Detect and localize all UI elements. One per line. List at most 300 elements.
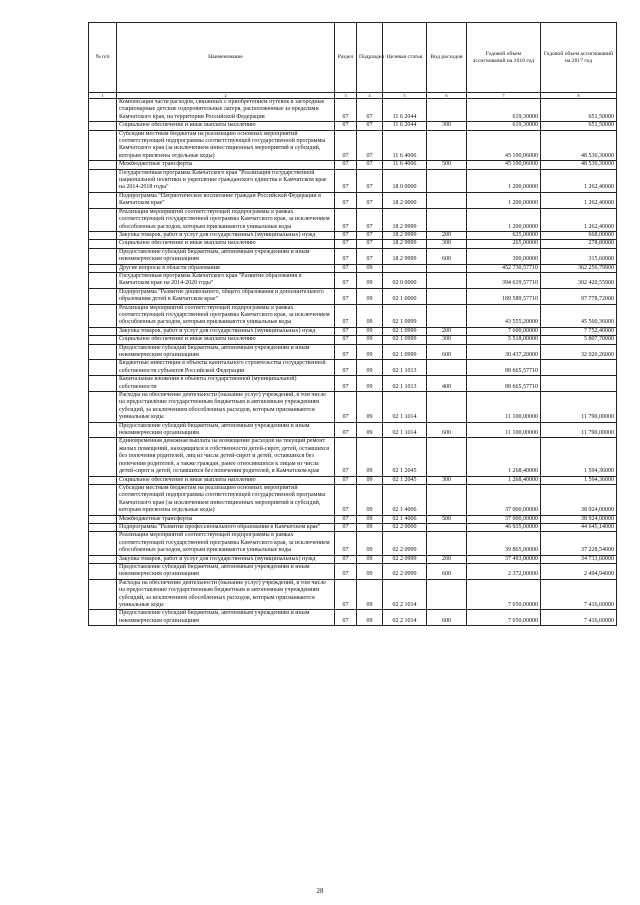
- amount-2017: 1 262,40000: [541, 192, 617, 208]
- amount-2017: 7 752,40000: [541, 327, 617, 335]
- row-number: [89, 122, 117, 130]
- expense-name: Подпрограмма "Патриотическое воспитание граждан Российской Федерации в Камчатском крае": [117, 192, 335, 208]
- row-number: [89, 438, 117, 476]
- amount-2016: 45 190,06000: [467, 161, 541, 169]
- amount-2016: 11 100,00000: [467, 392, 541, 423]
- target-article-code: 02 1 0999: [383, 304, 427, 327]
- expense-type-code: [427, 360, 467, 376]
- subsection-code: 09: [357, 264, 383, 272]
- section-code: 07: [335, 376, 357, 392]
- table-row: [89, 208, 617, 231]
- header-expense-type: Вид расходов: [427, 23, 467, 93]
- amount-2017: [541, 360, 617, 376]
- row-number: [89, 476, 117, 484]
- section-code: 07: [335, 169, 357, 192]
- table-row: [89, 122, 617, 130]
- amount-2016: 37 000,00000: [467, 515, 541, 523]
- row-number: [89, 304, 117, 327]
- target-article-code: 02 1 1013: [383, 360, 427, 376]
- amount-2016: 635,00000: [467, 231, 541, 239]
- subsection-code: 09: [357, 555, 383, 563]
- amount-2017: 97 778,72000: [541, 288, 617, 304]
- section-code: 07: [335, 422, 357, 438]
- table-row: [89, 515, 617, 523]
- section-code: 07: [335, 610, 357, 626]
- subsection-code: 09: [357, 336, 383, 344]
- target-article-code: 02 1 0999: [383, 336, 427, 344]
- subsection-code: 09: [357, 422, 383, 438]
- header-target-article: Целевая статья: [383, 23, 427, 93]
- page-number: 28: [316, 887, 324, 895]
- table-row: [89, 264, 617, 272]
- expense-type-code: 300: [427, 336, 467, 344]
- expense-type-code: [427, 264, 467, 272]
- expense-name: Закупка товаров, работ и услуг для государственных (муниципальных) нужд: [117, 327, 335, 335]
- target-article-code: 11 6 2044: [383, 99, 427, 122]
- amount-2017: 7 416,60000: [541, 610, 617, 626]
- expense-name: Субсидии местным бюджетам на реализацию основных мероприятий соответствующей подпрограммы соответствующей государственной программы Камчатского края (за исключением инвестиционных мероприятий и субсидий, которым присвоены отдельные коды): [117, 130, 335, 161]
- expense-type-code: [427, 130, 467, 161]
- amount-2017: 38 924,00000: [541, 484, 617, 515]
- subsection-code: 07: [357, 99, 383, 122]
- table-row: [89, 523, 617, 531]
- table-body: [89, 99, 617, 626]
- amount-2017: 32 020,26000: [541, 344, 617, 360]
- subsection-code: 09: [357, 563, 383, 579]
- row-number: [89, 240, 117, 248]
- section-code: 07: [335, 304, 357, 327]
- table-header-row: [89, 23, 617, 93]
- section-code: 07: [335, 532, 357, 555]
- expense-name: Предоставление субсидий бюджетным, автономным учреждениям и иным некоммерческим организациям: [117, 563, 335, 579]
- amount-2017: 362 256,79900: [541, 264, 617, 272]
- budget-table: [88, 22, 617, 626]
- subsection-code: 09: [357, 327, 383, 335]
- section-code: 07: [335, 122, 357, 130]
- target-article-code: 18 2 9999: [383, 248, 427, 264]
- amount-2017: 1 594,36000: [541, 476, 617, 484]
- amount-2017: 38 924,00000: [541, 515, 617, 523]
- amount-2017: 44 645,14000: [541, 523, 617, 531]
- amount-2016: 46 935,00000: [467, 523, 541, 531]
- subsection-code: 09: [357, 360, 383, 376]
- target-article-code: [383, 264, 427, 272]
- expense-name: Межбюджетные трансферты: [117, 161, 335, 169]
- expense-type-code: 200: [427, 555, 467, 563]
- section-code: 07: [335, 231, 357, 239]
- expense-type-code: [427, 392, 467, 423]
- table-row: [89, 240, 617, 248]
- amount-2017: 5 807,70000: [541, 336, 617, 344]
- row-number: [89, 484, 117, 515]
- subsection-code: 07: [357, 192, 383, 208]
- expense-name: Закупка товаров, работ и услуг для государственных (муниципальных) нужд: [117, 231, 335, 239]
- amount-2016: 7 600,00000: [467, 327, 541, 335]
- target-article-code: 02 2 1014: [383, 579, 427, 610]
- target-article-code: 11 6 4006: [383, 161, 427, 169]
- expense-name: Социальное обеспечение и иные выплаты населению: [117, 336, 335, 344]
- expense-name: Другие вопросы в области образования: [117, 264, 335, 272]
- expense-type-code: [427, 523, 467, 531]
- subsection-code: 09: [357, 532, 383, 555]
- column-number: 7: [467, 93, 541, 99]
- amount-2017: 651,50000: [541, 99, 617, 122]
- table-row: [89, 555, 617, 563]
- amount-2017: 315,60000: [541, 248, 617, 264]
- row-number: [89, 515, 117, 523]
- section-code: 07: [335, 579, 357, 610]
- table-row: [89, 579, 617, 610]
- row-number: [89, 327, 117, 335]
- expense-name: Единовременная денежная выплата на возмещение расходов на текущий ремонт жилых помещений, находящихся в собственности детей-сирот, детей, оставшихся без попечения родителей, лиц из числа детей-сирот и детей, оставшихся без попечения родителей, а также граждан, ранее относившихся к лицам из числа детей-сирот и детей, оставшихся без попечения родителей, в Камчатском крае: [117, 438, 335, 476]
- row-number: [89, 610, 117, 626]
- subsection-code: 07: [357, 169, 383, 192]
- row-number: [89, 161, 117, 169]
- expense-name: Бюджетные инвестиции в объекты капитального строительства государственной собственности субъектов Российской Федерации: [117, 360, 335, 376]
- row-number: [89, 208, 117, 231]
- amount-2016: 2 372,00000: [467, 563, 541, 579]
- section-code: 07: [335, 484, 357, 515]
- row-number: [89, 532, 117, 555]
- section-code: 07: [335, 523, 357, 531]
- subsection-code: 09: [357, 484, 383, 515]
- row-number: [89, 169, 117, 192]
- target-article-code: 02 1 4006: [383, 515, 427, 523]
- target-article-code: 02 2 0999: [383, 532, 427, 555]
- header-amount-2016: Годовой объем ассигнований на 2016 год: [467, 23, 541, 93]
- amount-2017: 48 536,30000: [541, 130, 617, 161]
- target-article-code: 02 1 1013: [383, 376, 427, 392]
- subsection-code: 09: [357, 579, 383, 610]
- budget-table-sheet: [88, 22, 616, 626]
- subsection-code: 07: [357, 130, 383, 161]
- expense-type-code: 600: [427, 248, 467, 264]
- header-amount-2017: Годовой объем ассигнований на 2017 год: [541, 23, 617, 93]
- expense-type-code: 300: [427, 240, 467, 248]
- section-code: 07: [335, 327, 357, 335]
- row-number: [89, 192, 117, 208]
- amount-2017: 37 228,54000: [541, 532, 617, 555]
- expense-type-code: [427, 208, 467, 231]
- expense-name: Компенсация части расходов, связанных с приобретением путевок в загородные стационарные детские оздоровительные лагеря, расположенные за пределами Камчатского края, на территории Российской Федерации: [117, 99, 335, 122]
- expense-name: Подпрограмма "Развитие профессионального образования в Камчатском крае": [117, 523, 335, 531]
- section-code: 07: [335, 161, 357, 169]
- expense-type-code: [427, 304, 467, 327]
- target-article-code: 02 1 0999: [383, 327, 427, 335]
- table-row: [89, 231, 617, 239]
- table-row: [89, 422, 617, 438]
- table-row: [89, 169, 617, 192]
- expense-type-code: [427, 579, 467, 610]
- expense-name: Социальное обеспечение и иные выплаты населению: [117, 240, 335, 248]
- amount-2016: 452 730,57710: [467, 264, 541, 272]
- section-code: 07: [335, 288, 357, 304]
- row-number: [89, 376, 117, 392]
- subsection-code: 09: [357, 344, 383, 360]
- amount-2016: 7 050,00000: [467, 610, 541, 626]
- expense-name: Предоставление субсидий бюджетным, автономным учреждениям и иным некоммерческим организациям: [117, 422, 335, 438]
- row-number: [89, 344, 117, 360]
- table-row: [89, 484, 617, 515]
- expense-type-code: 600: [427, 422, 467, 438]
- expense-name: Государственная программа Камчатского края "Развитие образования в Камчатском крае на 2014-2020 годы": [117, 272, 335, 288]
- amount-2016: 1 268,40000: [467, 438, 541, 476]
- row-number: [89, 579, 117, 610]
- table-row: [89, 476, 617, 484]
- section-code: 07: [335, 392, 357, 423]
- table-row: [89, 130, 617, 161]
- amount-2017: 651,50000: [541, 122, 617, 130]
- expense-type-code: 400: [427, 376, 467, 392]
- table-row: [89, 192, 617, 208]
- table-row: [89, 336, 617, 344]
- row-number: [89, 272, 117, 288]
- target-article-code: 02 2 0999: [383, 563, 427, 579]
- amount-2017: 11 790,00000: [541, 422, 617, 438]
- subsection-code: 07: [357, 231, 383, 239]
- amount-2016: 1 268,40000: [467, 476, 541, 484]
- row-number: [89, 422, 117, 438]
- subsection-code: 09: [357, 288, 383, 304]
- section-code: 07: [335, 344, 357, 360]
- amount-2017: 48 536,30000: [541, 161, 617, 169]
- table-row: [89, 99, 617, 122]
- amount-2017: [541, 376, 617, 392]
- header-subsection: Подраздел: [357, 23, 383, 93]
- table-row: [89, 376, 617, 392]
- section-code: 07: [335, 272, 357, 288]
- section-code: 07: [335, 555, 357, 563]
- expense-type-code: [427, 484, 467, 515]
- section-code: 07: [335, 264, 357, 272]
- section-code: 07: [335, 99, 357, 122]
- subsection-code: 09: [357, 438, 383, 476]
- subsection-code: 09: [357, 476, 383, 484]
- column-number: 8: [541, 93, 617, 99]
- expense-name: Предоставление субсидий бюджетным, автономным учреждениям и иным некоммерческим организациям: [117, 344, 335, 360]
- expense-type-code: [427, 438, 467, 476]
- section-code: 07: [335, 248, 357, 264]
- target-article-code: 02 1 0000: [383, 288, 427, 304]
- expense-type-code: 500: [427, 161, 467, 169]
- amount-2016: 30 437,20000: [467, 344, 541, 360]
- expense-name: Реализация мероприятий соответствующей подпрограммы в рамках соответствующей государственной программы Камчатского края, за исключением обособленных расходов, которым присваиваются уникальные коды: [117, 532, 335, 555]
- target-article-code: 02 1 4006: [383, 484, 427, 515]
- column-number: 3: [335, 93, 357, 99]
- expense-type-code: 600: [427, 563, 467, 579]
- subsection-code: 07: [357, 161, 383, 169]
- section-code: 07: [335, 192, 357, 208]
- target-article-code: 18 2 9999: [383, 208, 427, 231]
- amount-2016: 98 665,57710: [467, 376, 541, 392]
- amount-2016: 619,30000: [467, 99, 541, 122]
- subsection-code: 07: [357, 240, 383, 248]
- header-section: Раздел: [335, 23, 357, 93]
- expense-type-code: 300: [427, 122, 467, 130]
- target-article-code: 02 2 0000: [383, 523, 427, 531]
- amount-2017: 45 560,36000: [541, 304, 617, 327]
- row-number: [89, 336, 117, 344]
- amount-2017: 1 594,36000: [541, 438, 617, 476]
- table-row: [89, 304, 617, 327]
- amount-2017: 668,00000: [541, 231, 617, 239]
- target-article-code: 02 1 1014: [383, 422, 427, 438]
- table-row: [89, 288, 617, 304]
- expense-name: Реализация мероприятий соответствующей подпрограммы в рамках соответствующей государственной программы Камчатского края, за исключением обособленных расходов, которым присваиваются уникальные коды: [117, 208, 335, 231]
- table-row: [89, 532, 617, 555]
- target-article-code: 02 2 1014: [383, 610, 427, 626]
- expense-name: Субсидии местным бюджетам на реализацию основных мероприятий соответствующей подпрограммы соответствующей государственной программы Камчатского края (за исключением инвестиционных мероприятий и субсидий, которым присвоены отдельные коды): [117, 484, 335, 515]
- expense-type-code: 500: [427, 515, 467, 523]
- row-number: [89, 99, 117, 122]
- amount-2016: 45 190,06000: [467, 130, 541, 161]
- column-number: 5: [383, 93, 427, 99]
- table-row: [89, 161, 617, 169]
- table-row: [89, 327, 617, 335]
- target-article-code: 02 1 2045: [383, 476, 427, 484]
- row-number: [89, 231, 117, 239]
- amount-2016: 37 000,00000: [467, 484, 541, 515]
- expense-name: Расходы на обеспечение деятельности (оказание услуг) учреждений, в том числе на предоставление государственным бюджетным и автономным учреждениям субсидий, за исключением обособленных расходов, которым присваиваются уникальные коды: [117, 579, 335, 610]
- expense-name: Подпрограмма "Развитие дошкольного, общего образования и дополнительного образования детей в Камчатском крае": [117, 288, 335, 304]
- subsection-code: 07: [357, 208, 383, 231]
- target-article-code: 02 1 0999: [383, 344, 427, 360]
- expense-name: Межбюджетные трансферты: [117, 515, 335, 523]
- target-article-code: 02 1 2045: [383, 438, 427, 476]
- subsection-code: 09: [357, 304, 383, 327]
- table-row: [89, 360, 617, 376]
- table-row: [89, 272, 617, 288]
- section-code: 07: [335, 360, 357, 376]
- subsection-code: 09: [357, 376, 383, 392]
- section-code: 07: [335, 476, 357, 484]
- amount-2017: 1 262,40000: [541, 208, 617, 231]
- header-number: № п/п: [89, 23, 117, 93]
- amount-2017: 2 494,94000: [541, 563, 617, 579]
- amount-2017: 278,80000: [541, 240, 617, 248]
- amount-2016: 1 200,00000: [467, 169, 541, 192]
- amount-2017: 1 262,40000: [541, 169, 617, 192]
- expense-type-code: [427, 272, 467, 288]
- expense-type-code: 600: [427, 344, 467, 360]
- subsection-code: 09: [357, 272, 383, 288]
- amount-2016: 619,30000: [467, 122, 541, 130]
- amount-2016: 37 493,00000: [467, 555, 541, 563]
- expense-name: Социальное обеспечение и иные выплаты населению: [117, 476, 335, 484]
- amount-2016: 394 619,57710: [467, 272, 541, 288]
- table-row: [89, 610, 617, 626]
- expense-type-code: 200: [427, 231, 467, 239]
- row-number: [89, 392, 117, 423]
- amount-2016: 265,00000: [467, 240, 541, 248]
- target-article-code: 02 1 1014: [383, 392, 427, 423]
- expense-name: Закупка товаров, работ и услуг для государственных (муниципальных) нужд: [117, 555, 335, 563]
- expense-name: Государственная программа Камчатского края "Реализация государственной национальной политики и укрепление гражданского единства в Камчатском крае на 2014-2018 годы": [117, 169, 335, 192]
- amount-2016: 11 100,00000: [467, 422, 541, 438]
- expense-name: Капитальные вложения в объекты государственной (муниципальной) собственности: [117, 376, 335, 392]
- row-number: [89, 264, 117, 272]
- amount-2016: 43 555,20000: [467, 304, 541, 327]
- section-code: 07: [335, 208, 357, 231]
- section-code: 07: [335, 438, 357, 476]
- amount-2016: 1 200,00000: [467, 208, 541, 231]
- amount-2016: 189 589,57710: [467, 288, 541, 304]
- amount-2016: 1 200,00000: [467, 192, 541, 208]
- expense-type-code: [427, 169, 467, 192]
- section-code: 07: [335, 336, 357, 344]
- subsection-code: 07: [357, 122, 383, 130]
- amount-2017: 7 416,60000: [541, 579, 617, 610]
- section-code: 07: [335, 563, 357, 579]
- column-number: 1: [89, 93, 117, 99]
- column-number: 6: [427, 93, 467, 99]
- table-row: [89, 563, 617, 579]
- expense-name: Социальное обеспечение и иные выплаты населению: [117, 122, 335, 130]
- row-number: [89, 288, 117, 304]
- target-article-code: 11 6 2044: [383, 122, 427, 130]
- expense-name: Предоставление субсидий бюджетным, автономным учреждениям и иным некоммерческим организациям: [117, 610, 335, 626]
- expense-name: Расходы на обеспечение деятельности (оказание услуг) учреждений, в том числе на предоставление государственным бюджетным и автономным учреждениям субсидий, за исключением обособленных расходов, которым присваиваются уникальные коды: [117, 392, 335, 423]
- header-name: Наименование: [117, 23, 335, 93]
- row-number: [89, 360, 117, 376]
- target-article-code: 11 6 4006: [383, 130, 427, 161]
- target-article-code: 02 2 0999: [383, 555, 427, 563]
- amount-2016: 300,00000: [467, 248, 541, 264]
- target-article-code: 18 2 0000: [383, 192, 427, 208]
- section-code: 07: [335, 515, 357, 523]
- subsection-code: 09: [357, 523, 383, 531]
- amount-2017: 11 790,00000: [541, 392, 617, 423]
- subsection-code: 09: [357, 610, 383, 626]
- expense-type-code: [427, 532, 467, 555]
- section-code: 07: [335, 240, 357, 248]
- expense-type-code: [427, 288, 467, 304]
- expense-type-code: [427, 192, 467, 208]
- subsection-code: 09: [357, 392, 383, 423]
- expense-type-code: 300: [427, 476, 467, 484]
- column-number: 2: [117, 93, 335, 99]
- expense-name: Предоставление субсидий бюджетным, автономным учреждениям и иным некоммерческим организациям: [117, 248, 335, 264]
- subsection-code: 07: [357, 248, 383, 264]
- expense-name: Реализация мероприятий соответствующей подпрограммы в рамках соответствующей государственной программы Камчатского края, за исключением обособленных расходов, которым присваиваются уникальные коды: [117, 304, 335, 327]
- amount-2016: 7 050,00000: [467, 579, 541, 610]
- table-row: [89, 438, 617, 476]
- row-number: [89, 523, 117, 531]
- expense-type-code: 200: [427, 327, 467, 335]
- amount-2016: 98 665,57710: [467, 360, 541, 376]
- subsection-code: 09: [357, 515, 383, 523]
- amount-2016: 39 865,00000: [467, 532, 541, 555]
- row-number: [89, 555, 117, 563]
- amount-2017: 302 420,55900: [541, 272, 617, 288]
- table-row: [89, 344, 617, 360]
- table-row: [89, 392, 617, 423]
- amount-2016: 5 518,00000: [467, 336, 541, 344]
- target-article-code: 18 0 0000: [383, 169, 427, 192]
- target-article-code: 18 2 9999: [383, 231, 427, 239]
- section-code: 07: [335, 130, 357, 161]
- column-number: 4: [357, 93, 383, 99]
- table-row: [89, 248, 617, 264]
- target-article-code: 02 0 0000: [383, 272, 427, 288]
- row-number: [89, 248, 117, 264]
- expense-type-code: 600: [427, 610, 467, 626]
- target-article-code: 18 2 9999: [383, 240, 427, 248]
- expense-type-code: [427, 99, 467, 122]
- row-number: [89, 130, 117, 161]
- row-number: [89, 563, 117, 579]
- amount-2017: 34 733,60000: [541, 555, 617, 563]
